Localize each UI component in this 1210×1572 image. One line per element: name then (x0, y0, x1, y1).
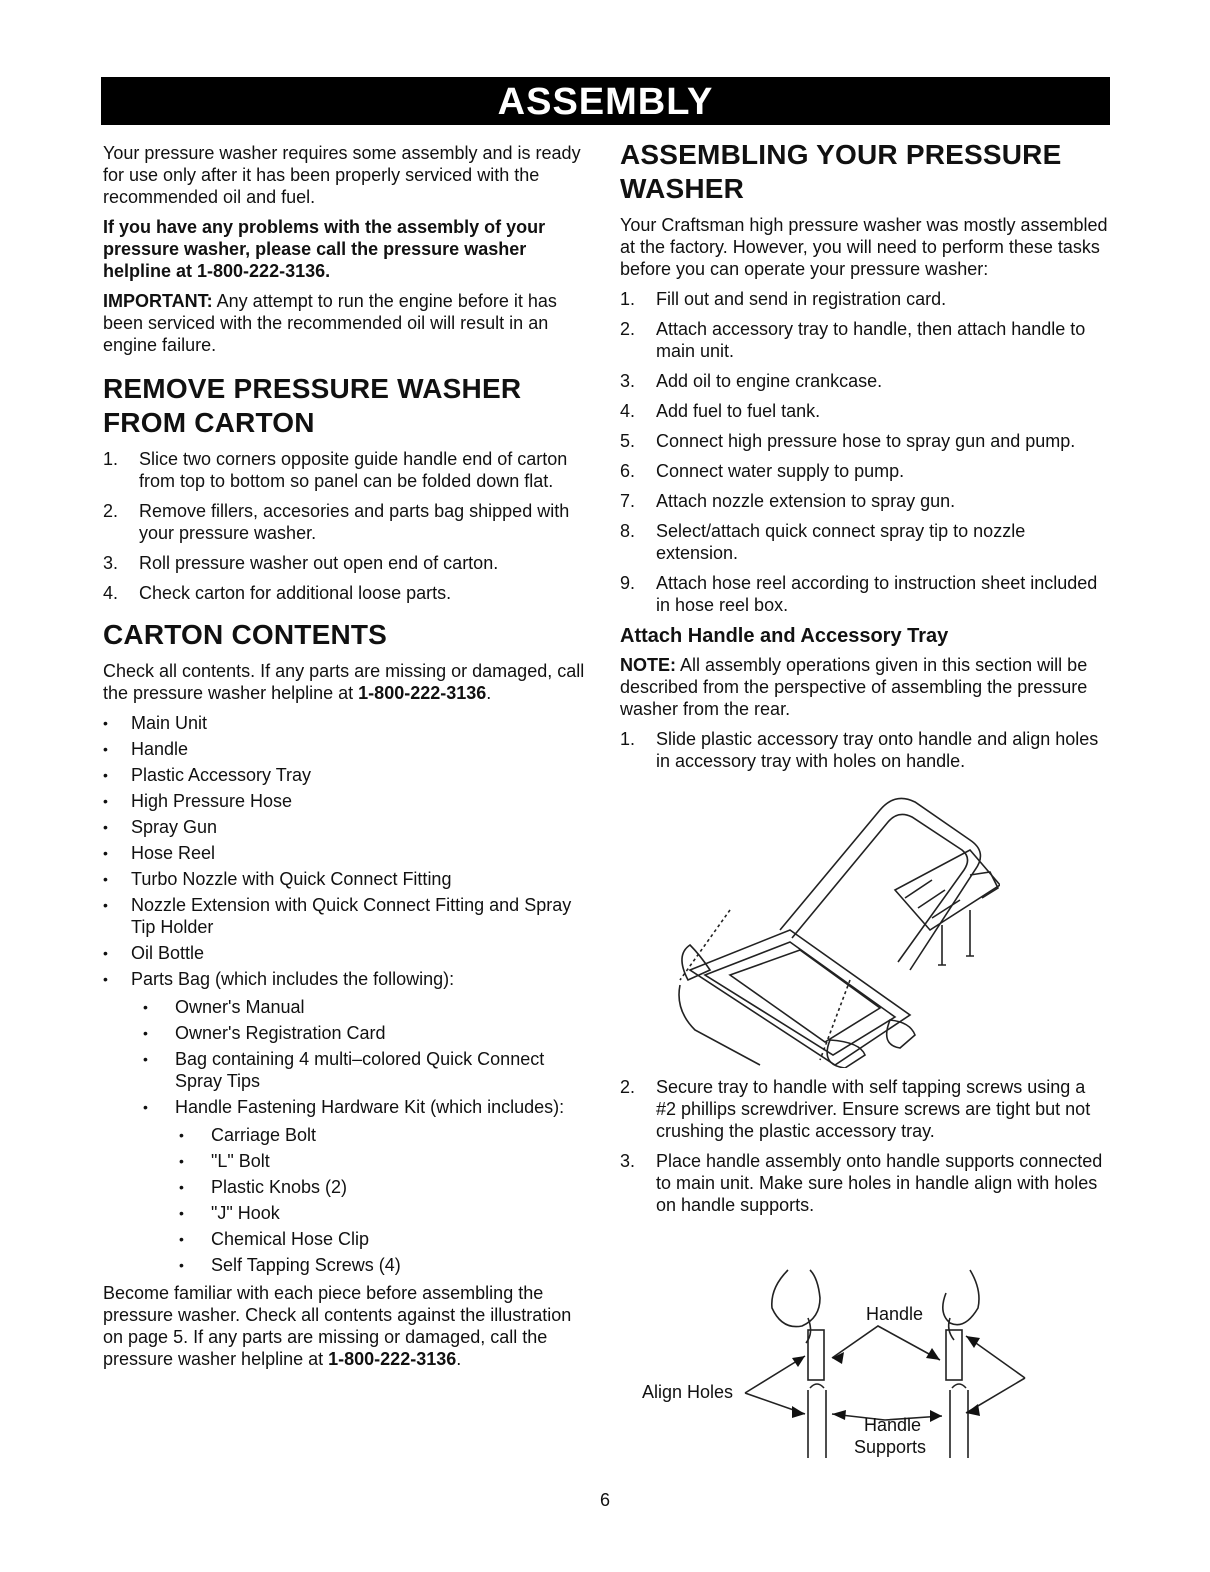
task-step: 4. Add fuel to fuel tank. (620, 401, 821, 421)
list-item: • Owner's Registration Card (103, 1022, 595, 1044)
remove-step: 3. Roll pressure washer out open end of carton. (103, 553, 499, 573)
task-step: 8. Select/attach quick connect spray tip to nozzle extension. (620, 521, 1026, 563)
align-holes-label: Align Holes (642, 1382, 734, 1402)
task-step: 7. Attach nozzle extension to spray gun. (620, 491, 956, 511)
list-item: • Nozzle Extension with Quick Connect Fitting and Spray Tip Holder (103, 894, 595, 938)
remove-step: 2. Remove fillers, accesories and parts bag shipped with your pressure washer. (103, 501, 570, 543)
intro-paragraph: Your pressure washer requires some assembly and is ready for use only after it has been properly serviced with the recommended oil and fuel. (103, 143, 581, 207)
closing-paragraph: Become familiar with each piece before assembling the pressure washer. Check all contents against the illustration on page 5. If any parts are missing or damaged, call the pressure washer helpline at 1-800-222-3136. (103, 1283, 572, 1369)
contents-phone: 1-800-222-3136 (358, 683, 487, 703)
parts-bag-list (103, 996, 595, 1118)
left-column (103, 142, 595, 1378)
assembling-heading: ASSEMBLING YOUR PRESSURE WASHER (620, 139, 1062, 204)
important-text: Any attempt to run the engine before it has been serviced with the recommended oil will result in an engine failure. (103, 291, 557, 355)
contents-list (103, 712, 595, 990)
contents-intro: Check all contents. If any parts are missing or damaged, call the pressure washer helpline at 1-800-222-3136. (103, 661, 585, 703)
list-item: • Owner's Manual (103, 996, 595, 1018)
supports-label-line2: Supports (854, 1437, 927, 1457)
right-column (620, 139, 1110, 1224)
hardware-list (103, 1124, 595, 1276)
attach-step: 1. Slide plastic accessory tray onto handle and align holes in accessory tray with holes on handle. (620, 729, 1099, 771)
tray-handle-illustration (670, 780, 1000, 1068)
list-item: • Carriage Bolt (103, 1124, 595, 1146)
page-number: 6 (599, 1490, 610, 1510)
contents-heading: CARTON CONTENTS (103, 619, 388, 650)
attach-step-list-more (620, 1076, 1110, 1216)
important-paragraph (103, 290, 595, 356)
section-banner: ASSEMBLY (101, 77, 1110, 125)
list-item: • Self Tapping Screws (4) (103, 1254, 595, 1276)
list-item: • "J" Hook (103, 1202, 595, 1224)
list-item: • Handle (103, 738, 595, 760)
list-item: • "L" Bolt (103, 1150, 595, 1172)
list-item: • Plastic Accessory Tray (103, 764, 595, 786)
task-list (620, 288, 1110, 616)
task-step: 6. Connect water supply to pump. (620, 461, 905, 481)
list-item: • Main Unit (103, 712, 595, 734)
list-item: • Handle Fastening Hardware Kit (which includes): (103, 1096, 595, 1118)
list-item: • Turbo Nozzle with Quick Connect Fitting (103, 868, 595, 890)
task-step: 9. Attach hose reel according to instruction sheet included in hose reel box. (620, 573, 1098, 615)
attach-step: 2. Secure tray to handle with self tapping screws using a #2 phillips screwdriver. Ensure screws are tight but not crushing the plastic accessory tray. (620, 1077, 1091, 1141)
list-item: • Hose Reel (103, 842, 595, 864)
attach-step: 3. Place handle assembly onto handle supports connected to main unit. Make sure holes in handle align with holes on handle supports. (620, 1151, 1103, 1215)
supports-label-line1: Handle (864, 1415, 922, 1435)
attach-heading: Attach Handle and Accessory Tray (620, 625, 949, 647)
note-paragraph: NOTE: All assembly operations given in this section will be described from the perspective of assembling the pressure washer from the rear. (620, 655, 1088, 719)
attach-step-list (620, 728, 1110, 772)
list-item: • Plastic Knobs (2) (103, 1176, 595, 1198)
closing-phone: 1-800-222-3136 (328, 1349, 457, 1369)
assembling-intro: Your Craftsman high pressure washer was mostly assembled at the factory. However, you will need to perform these tasks before you can operate your pressure washer: (620, 215, 1108, 279)
task-step: 2. Attach accessory tray to handle, then attach handle to main unit. (620, 319, 1086, 361)
remove-step: 1. Slice two corners opposite guide handle end of carton from top to bottom so panel can be folded down flat. (103, 449, 568, 491)
remove-steps (103, 448, 595, 604)
list-item: • Bag containing 4 multi–colored Quick Connect Spray Tips (103, 1048, 595, 1092)
important-label: IMPORTANT: (103, 291, 213, 311)
handle-label: Handle (866, 1304, 924, 1324)
task-step: 3. Add oil to engine crankcase. (620, 371, 883, 391)
task-step: 5. Connect high pressure hose to spray gun and pump. (620, 431, 1076, 451)
list-item: • Oil Bottle (103, 942, 595, 964)
note-label: NOTE: (620, 655, 676, 675)
list-item: • Parts Bag (which includes the following): (103, 968, 595, 990)
remove-heading: REMOVE PRESSURE WASHER FROM CARTON (103, 373, 522, 438)
task-step: 1. Fill out and send in registration card. (620, 289, 947, 309)
helpline-paragraph: If you have any problems with the assembly of your pressure washer, please call the pressure washer helpline at 1-800-222-3136. (103, 217, 546, 281)
list-item: • Spray Gun (103, 816, 595, 838)
remove-step: 4. Check carton for additional loose parts. (103, 583, 452, 603)
list-item: • High Pressure Hose (103, 790, 595, 812)
handle-alignment-illustration (620, 1268, 1040, 1468)
list-item: • Chemical Hose Clip (103, 1228, 595, 1250)
